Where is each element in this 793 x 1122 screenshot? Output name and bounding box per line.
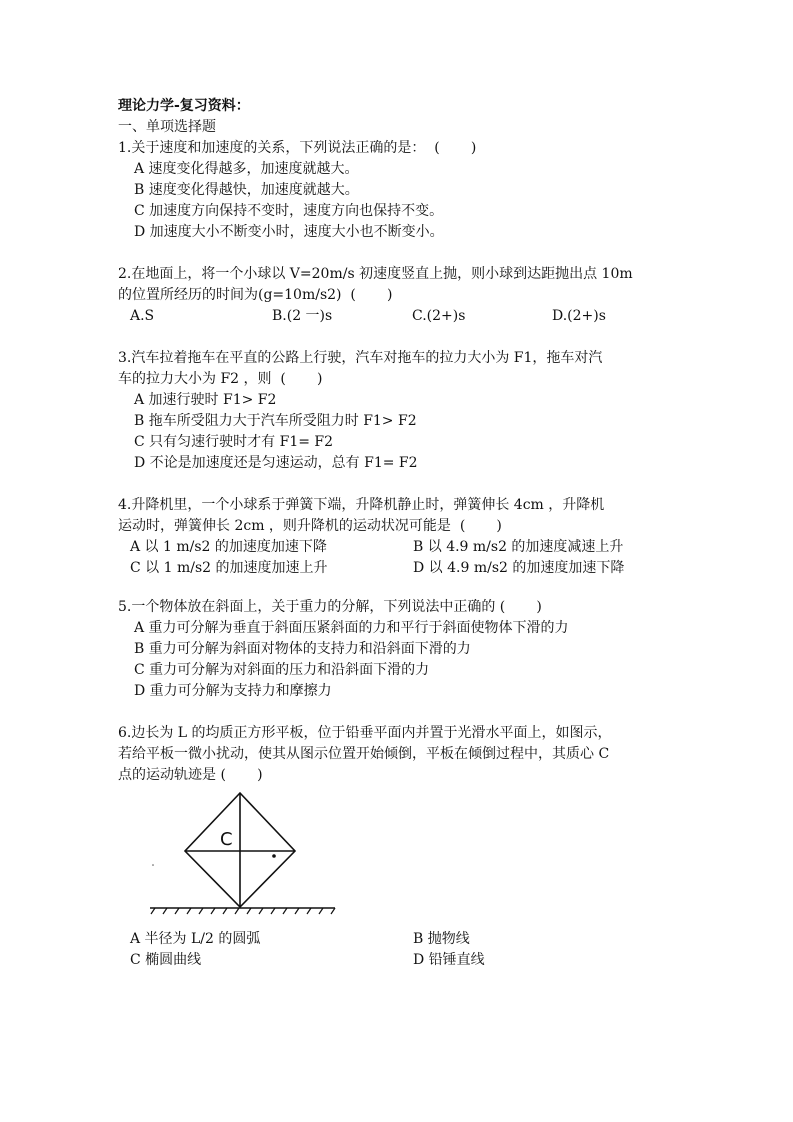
square-plate — [185, 793, 295, 907]
q4-option-d: D 以 4.9 m/s2 的加速度加速下降 — [413, 560, 625, 576]
q2-option-b: B.(2 一)s — [272, 308, 333, 324]
q5-stem: 5.一个物体放在斜面上，关于重力的分解，下列说法中正确的 ( ) — [118, 599, 542, 615]
q1-option-d: D 加速度大小不断变小时，速度大小也不断变小。 — [134, 224, 444, 240]
q3-option-d: D 不论是加速度还是匀速运动，总有 F1= F2 — [134, 455, 418, 471]
q2-option-d: D.(2+)s — [552, 308, 606, 324]
q6-stem-line1: 6.边长为 L 的均质正方形平板，位于铅垂平面内并置于光滑水平面上，如图示， — [118, 725, 612, 741]
q3-stem-line2: 车的拉力大小为 F2 ，则 ( ) — [118, 371, 323, 387]
q6-option-b: B 抛物线 — [413, 931, 470, 947]
q6-option-d: D 铅锤直线 — [413, 952, 485, 968]
q6-option-c: C 椭圆曲线 — [130, 952, 202, 968]
centroid-label: C — [220, 829, 233, 850]
q4-option-a: A 以 1 m/s2 的加速度加速下降 — [130, 539, 327, 555]
q3-option-c: C 只有匀速行驶时才有 F1= F2 — [134, 434, 334, 450]
q5-option-c: C 重力可分解为对斜面的压力和沿斜面下滑的力 — [134, 662, 430, 678]
q2-option-a: A.S — [130, 308, 155, 324]
q6-option-a: A 半径为 L/2 的圆弧 — [130, 931, 261, 947]
q1-option-c: C 加速度方向保持不变时，速度方向也保持不变。 — [134, 203, 444, 219]
q2-stem-line2: 的位置所经历的时间为(g=10m/s2) ( ) — [118, 287, 393, 303]
q1-stem: 1.关于速度和加速度的关系，下列说法正确的是： ( ) — [118, 140, 477, 156]
q2-stem-line1: 2.在地面上，将一个小球以 V=20m/s 初速度竖直上抛，则小球到达距抛出点 10m — [118, 266, 633, 282]
q5-option-b: B 重力可分解为斜面对物体的支持力和沿斜面下滑的力 — [134, 641, 471, 657]
q6-figure — [145, 785, 345, 920]
q4-stem-line2: 运动时，弹簧伸长 2cm ，则升降机的运动状况可能是 ( ) — [118, 518, 502, 534]
q6-stem-line2: 若给平板一微小扰动，使其从图示位置开始倾倒，平板在倾倒过程中，其质心 C — [118, 746, 610, 762]
q3-stem-line1: 3.汽车拉着拖车在平直的公路上行驶，汽车对拖车的拉力大小为 F1，拖车对汽 — [118, 350, 603, 366]
q1-option-a: A 速度变化得越多，加速度就越大。 — [134, 161, 359, 177]
q4-stem-line1: 4.升降机里，一个小球系于弹簧下端，升降机静止时，弹簧伸长 4cm ，升降机 — [118, 497, 605, 513]
centroid-dot — [272, 854, 276, 858]
scan-speck — [152, 864, 154, 866]
q1-option-b: B 速度变化得越快，加速度就越大。 — [134, 182, 359, 198]
ground-hatching — [151, 908, 335, 914]
q5-option-a: A 重力可分解为垂直于斜面压紧斜面的力和平行于斜面使物体下滑的力 — [134, 620, 569, 636]
section-heading: 一、单项选择题 — [118, 119, 216, 135]
q5-option-d: D 重力可分解为支持力和摩擦力 — [134, 683, 332, 699]
q4-option-c: C 以 1 m/s2 的加速度加速上升 — [130, 560, 328, 576]
q3-option-b: B 拖车所受阻力大于汽车所受阻力时 F1> F2 — [134, 413, 417, 429]
q3-option-a: A 加速行驶时 F1> F2 — [134, 392, 277, 408]
q4-option-b: B 以 4.9 m/s2 的加速度减速上升 — [413, 539, 624, 555]
document-title: 理论力学-复习资料： — [118, 98, 250, 114]
q6-stem-line3: 点的运动轨迹是 ( ) — [118, 767, 263, 783]
q2-option-c: C.(2+)s — [412, 308, 466, 324]
